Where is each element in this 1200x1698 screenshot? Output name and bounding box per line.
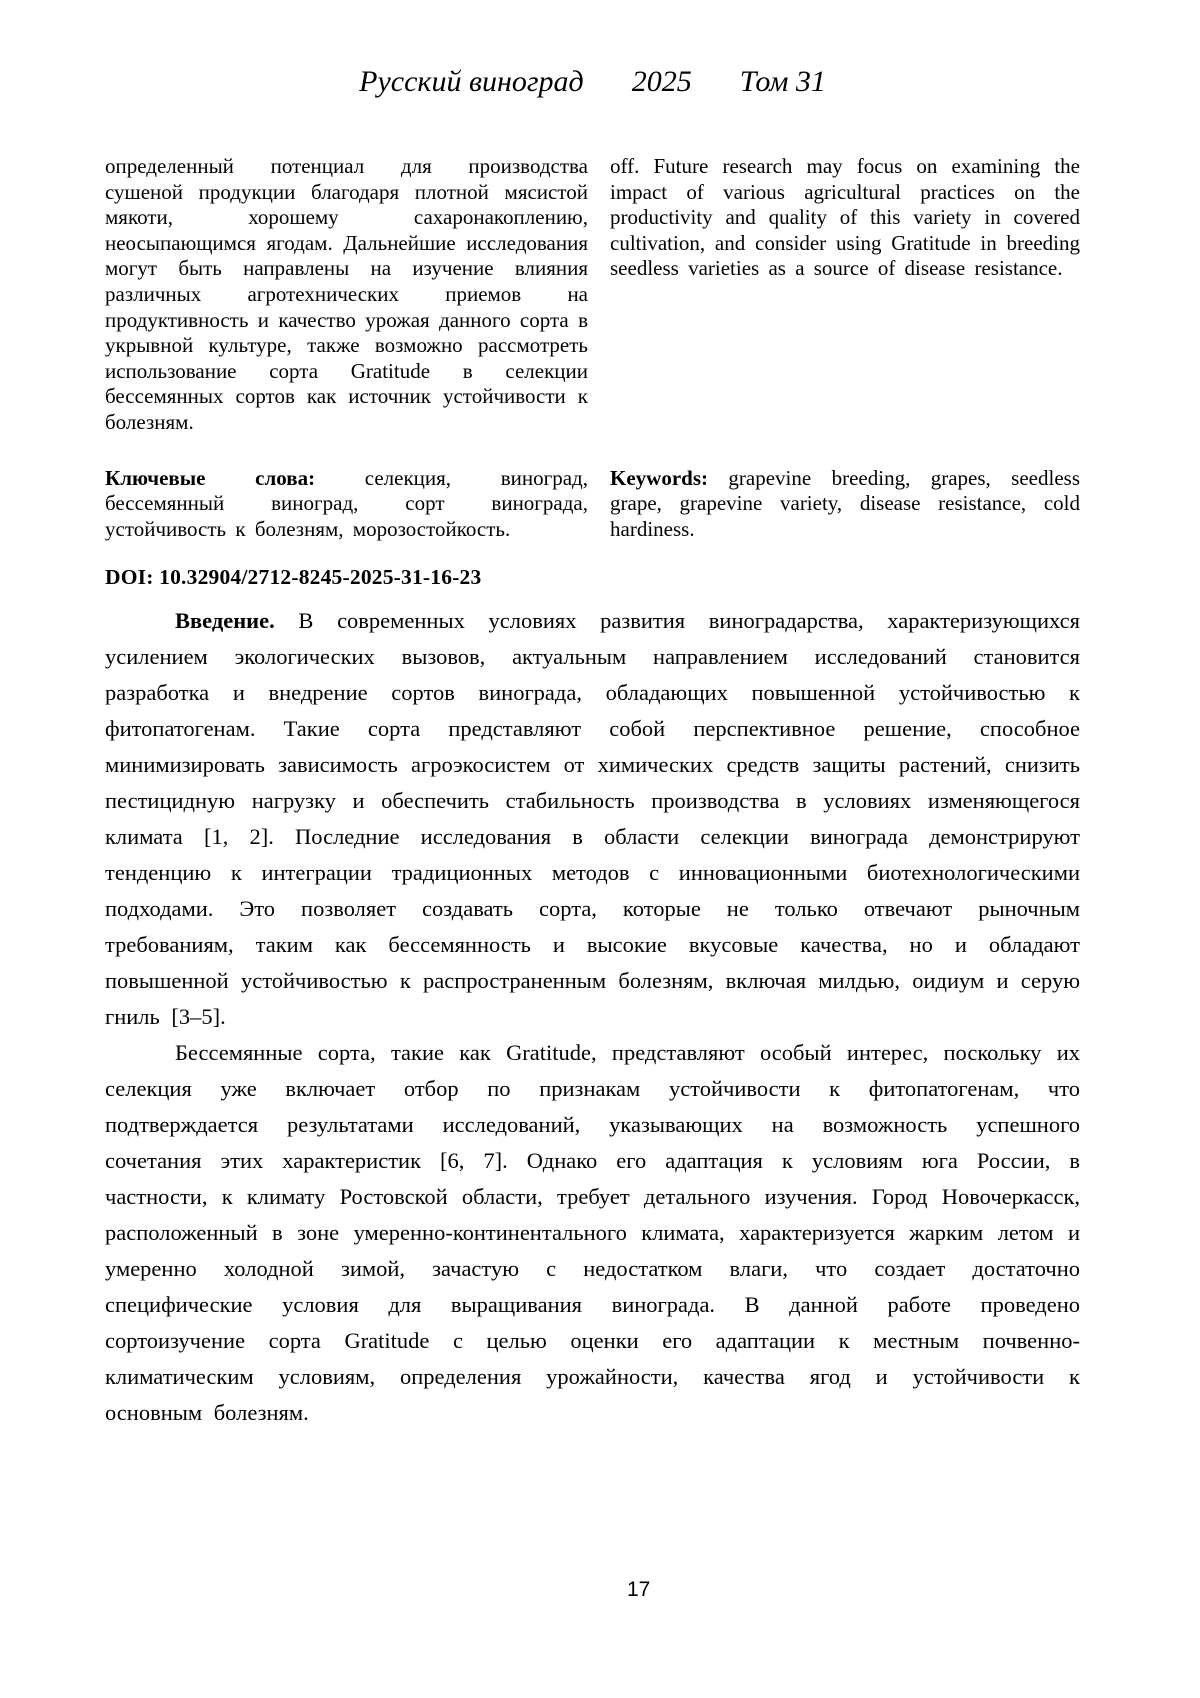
keywords-english-label: Keywords:: [610, 465, 708, 490]
introduction-paragraph-1-text: В современных условиях развития виноградарства, характеризующихся усилением экологических вызовов, актуальным направлением исследований становится разработка и внедрение сортов винограда, обладающих повышенной устойчивостью к фитопатогенам. Такие сорта представляют собой перспективное решение, способное минимизировать зависимость агроэкосистем от химических средств защиты растений, снизить пестицидную нагрузку и обеспечить стабильность производства в условиях изменяющегося климата [1, 2]. Последние исследования в области селекции винограда демонстрируют тенденцию к интеграции традиционных методов с инновационными биотехнологическими подходами. Это позволяет создавать сорта, которые не только отвечают рыночным требованиям, таким как бессемянность и высокие вкусовые качества, но и обладают повышенной устойчивостью к распространенным болезням, включая милдью, оидиум и серую гниль [3–5].: [105, 608, 1080, 1030]
page-footer: [627, 1578, 650, 1602]
keywords-english: [610, 466, 1080, 543]
keywords-english-text: grapevine breeding, grapes, seedless grape, grapevine variety, disease resistance, cold hardiness.: [610, 465, 1080, 541]
introduction-section: [105, 603, 1080, 1431]
doi-line: DOI: 10.32904/2712-8245-2025-31-16-23: [105, 565, 482, 590]
keywords-russian-label: Ключевые слова:: [105, 465, 316, 490]
abstract-english: off. Future research may focus on examining the impact of various agricultural practices on the productivity and quality of this variety in covered cultivation, and consider using Gratitude in breeding seedless varieties as a source of disease resistance.: [610, 154, 1080, 281]
journal-title: Русский виноград: [359, 65, 584, 98]
journal-volume: Том 31: [739, 65, 826, 98]
journal-year: 2025: [631, 65, 692, 98]
introduction-heading: Введение.: [175, 608, 275, 634]
journal-header: [105, 64, 1080, 100]
keywords-russian: [105, 466, 588, 543]
page-number: 17: [627, 1578, 651, 1601]
abstract-russian: определенный потенциал для производства сушеной продукции благодаря плотной мясистой мякоти, хорошему сахаронакоплению, неосыпающимся ягодам. Дальнейшие исследования могут быть направлены на изучение влияния различных агротехнических приемов на продуктивность и качество урожая данного сорта в укрывной культуре, также возможно рассмотреть использование сорта Gratitude в селекции бессемянных сортов как источник устойчивости к болезням.: [105, 154, 588, 434]
keywords-russian-text: селекция, виноград, бессемянный виноград, сорт винограда, устойчивость к болезням, морозостойкость.: [105, 465, 588, 541]
abstract-columns: [105, 154, 1080, 542]
introduction-paragraph-1: [105, 603, 1080, 1035]
page-content: [105, 64, 1080, 1431]
introduction-paragraph-2: Бессемянные сорта, такие как Gratitude, представляют особый интерес, поскольку их селекция уже включает отбор по признакам устойчивости к фитопатогенам, что подтверждается результатами исследований, указывающих на возможность успешного сочетания этих характеристик [6, 7]. Однако его адаптация к условиям юга России, в частности, к климату Ростовской области, требует детального изучения. Город Новочеркасск, расположенный в зоне умеренно-континентального климата, характеризуется жарким летом и умеренно холодной зимой, зачастую с недостатком влаги, что создает достаточно специфические условия для выращивания винограда. В данной работе проведено сортоизучение сорта Gratitude с целью оценки его адаптации к местным почвенно-климатическим условиям, определения урожайности, качества ягод и устойчивости к основным болезням.: [105, 1040, 1080, 1426]
